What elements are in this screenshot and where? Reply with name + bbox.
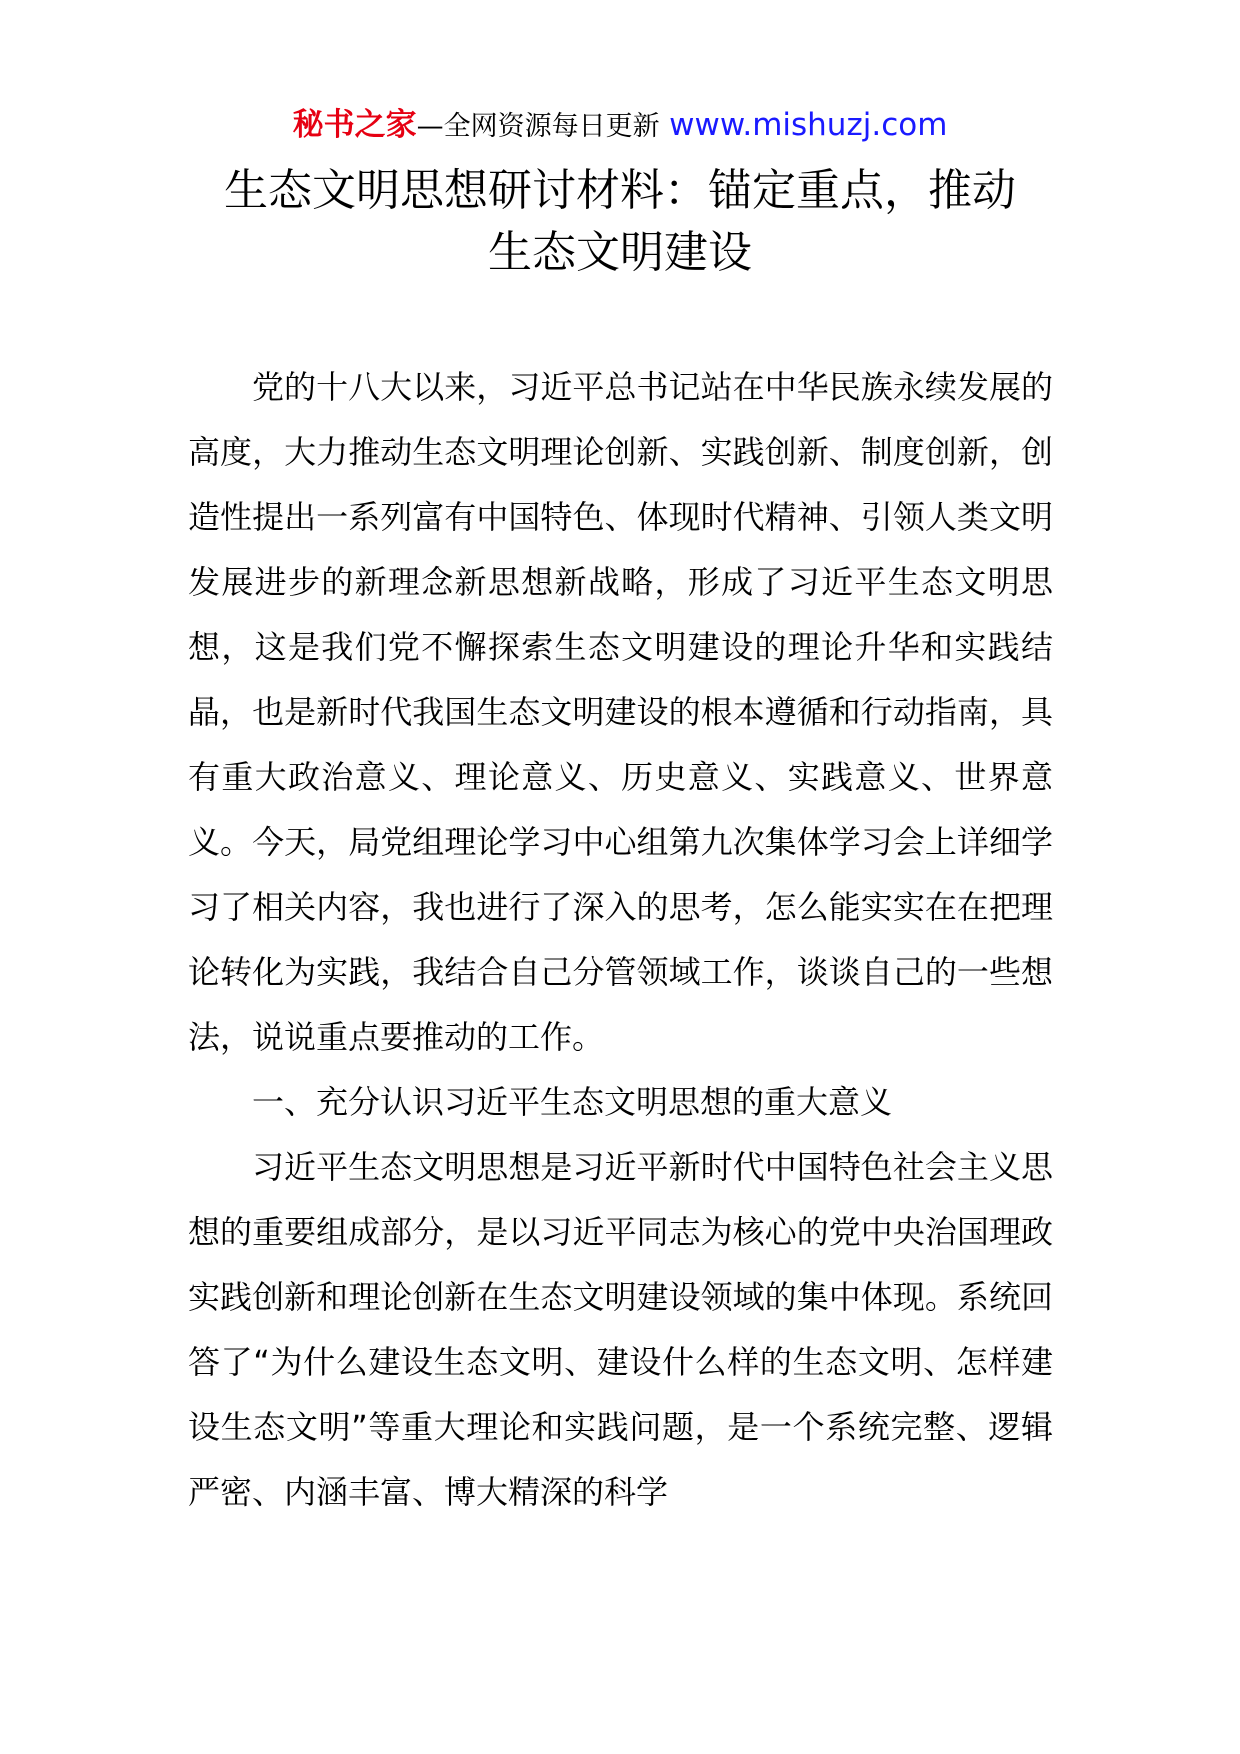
title-line-2: 生态文明建设	[488, 227, 752, 278]
header-slogan: —全网资源每日更新	[416, 111, 660, 142]
paragraph-section-1: 习近平生态文明思想是习近平新时代中国特色社会主义思想的重要组成部分，是以习近平同志为核心的党中央治国理政实践创新和理论创新在生态文明建设领域的集中体现。系统回答了“为什么建设生态文明、建设什么样的生态文明、怎样建设生态文明”等重大理论和实践问题，是一个系统完整、逻辑严密、内涵丰富、博大精深的科学	[188, 1148, 1053, 1511]
brand-name: 秘书之家	[292, 107, 417, 143]
site-header	[0, 100, 1240, 152]
site-url-link[interactable]: www.mishuzj.com	[669, 107, 948, 143]
document-body	[188, 355, 1053, 1525]
section-heading-1: 一、充分认识习近平生态文明思想的重大意义	[252, 1083, 893, 1121]
title-line-1: 生态文明思想研讨材料：锚定重点，推动	[224, 165, 1016, 216]
paragraph-intro: 党的十八大以来，习近平总书记站在中华民族永续发展的高度，大力推动生态文明理论创新、实践创新、制度创新，创造性提出一系列富有中国特色、体现时代精神、引领人类文明发展进步的新理念新思想新战略，形成了习近平生态文明思想，这是我们党不懈探索生态文明建设的理论升华和实践结晶，也是新时代我国生态文明建设的根本遵循和行动指南，具有重大政治意义、理论意义、历史意义、实践意义、世界意义。今天，局党组理论学习中心组第九次集体学习会上详细学习了相关内容，我也进行了深入的思考，怎么能实实在在把理论转化为实践，我结合自己分管领域工作，谈谈自己的一些想法，说说重点要推动的工作。	[188, 368, 1053, 1056]
document-title	[150, 160, 1090, 284]
